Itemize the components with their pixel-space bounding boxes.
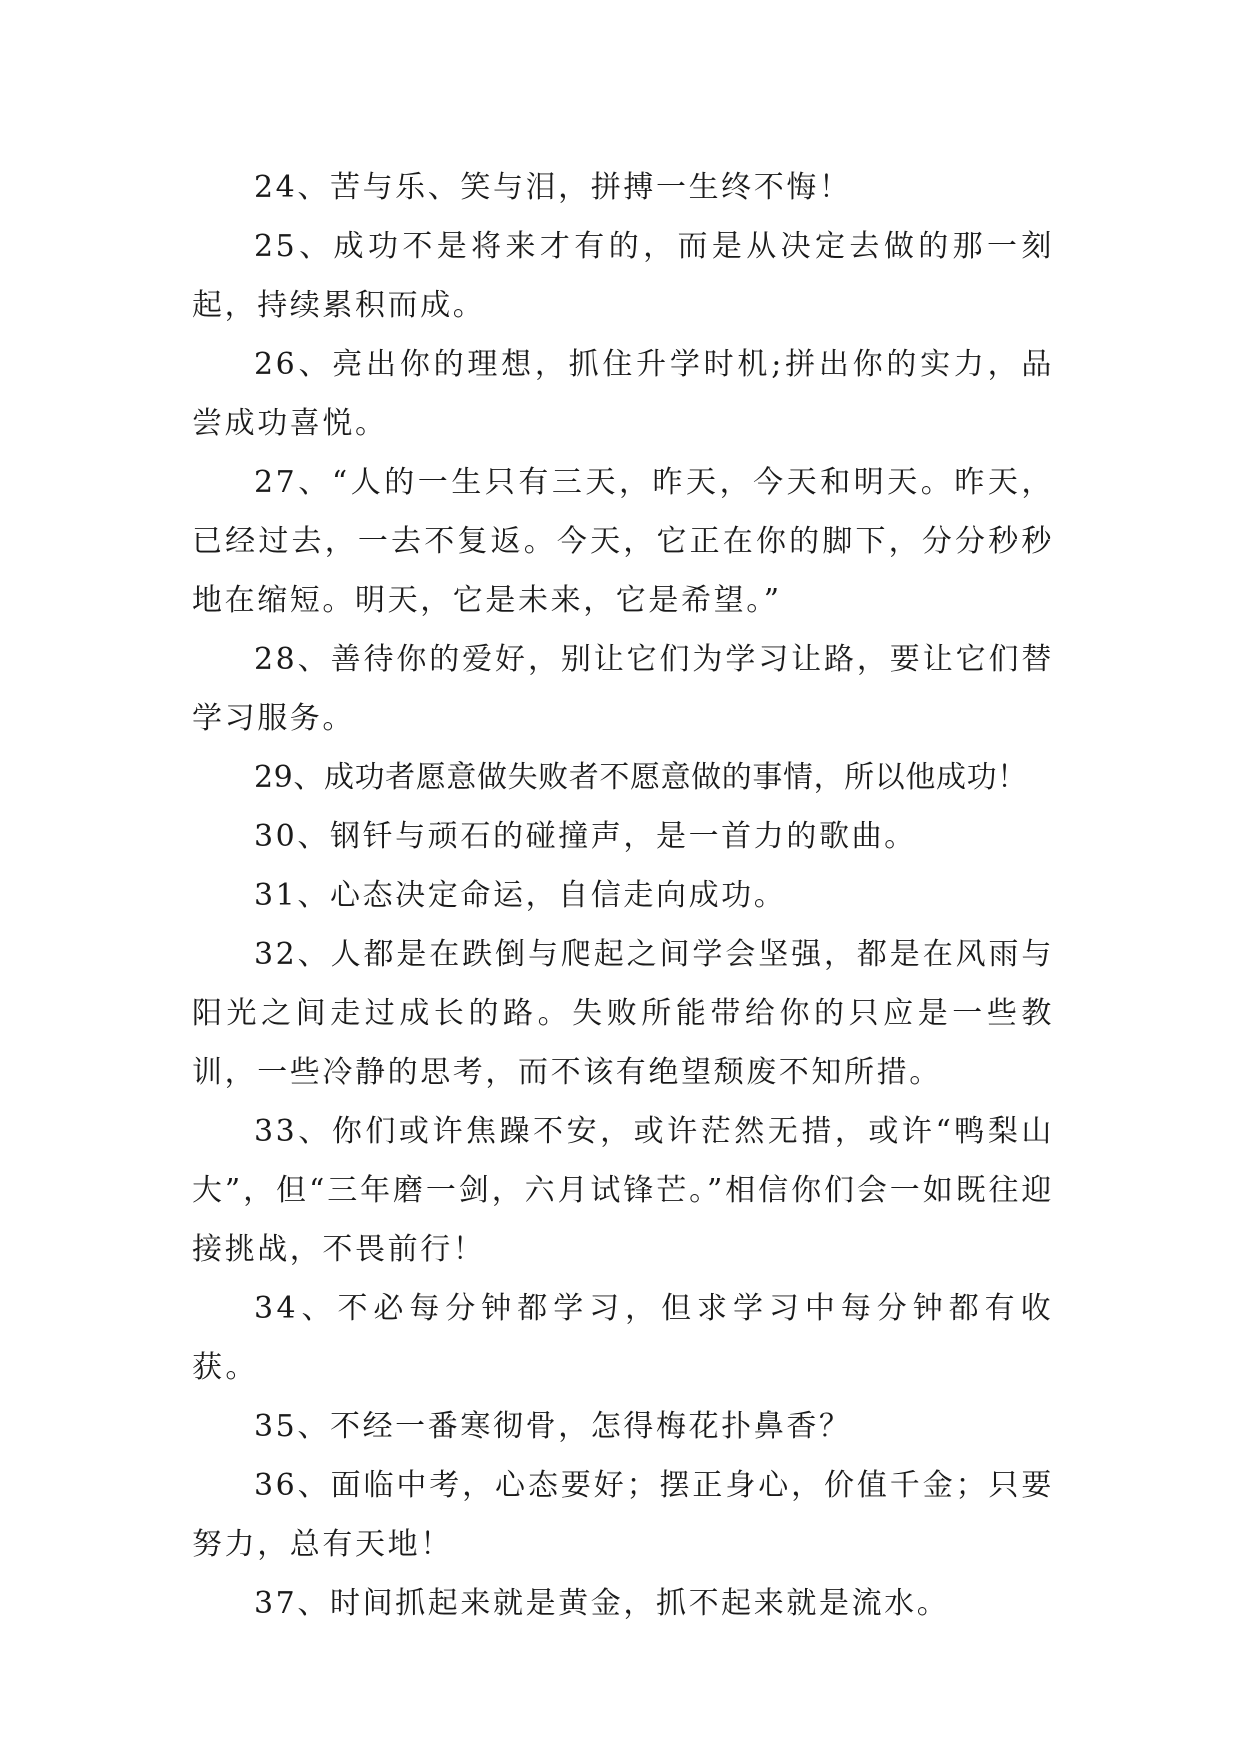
paragraph: 25、成功不是将来才有的，而是从决定去做的那一刻起，持续累积而成。 <box>192 229 1054 323</box>
paragraph: 29、成功者愿意做失败者不愿意做的事情，所以他成功！ <box>254 760 1028 795</box>
paragraph: 34、不必每分钟都学习，但求学习中每分钟都有收获。 <box>192 1291 1054 1385</box>
paragraph: 35、不经一番寒彻骨，怎得梅花扑鼻香？ <box>254 1409 852 1444</box>
paragraph: 33、你们或许焦躁不安，或许茫然无措，或许“鸭梨山大”，但“三年磨一剑，六月试锋芒。”相信你们会一如既往迎接挑战，不畏前行！ <box>192 1114 1054 1267</box>
paragraph: 36、面临中考，心态要好；摆正身心，价值千金；只要努力，总有天地！ <box>192 1468 1054 1562</box>
paragraph: 24、苦与乐、笑与泪，拼搏一生终不悔！ <box>254 170 852 205</box>
document-body <box>192 158 1054 1633</box>
paragraph: 37、时间抓起来就是黄金，抓不起来就是流水。 <box>254 1586 950 1621</box>
paragraph: 27、“人的一生只有三天，昨天，今天和明天。昨天，已经过去，一去不复返。今天，它正在你的脚下，分分秒秒地在缩短。明天，它是未来，它是希望。” <box>192 465 1054 618</box>
paragraph: 28、善待你的爱好，别让它们为学习让路，要让它们替学习服务。 <box>192 642 1054 736</box>
paragraph: 32、人都是在跌倒与爬起之间学会坚强，都是在风雨与阳光之间走过成长的路。失败所能带给你的只应是一些教训，一些冷静的思考，而不该有绝望颓废不知所措。 <box>192 937 1054 1090</box>
paragraph: 30、钢钎与顽石的碰撞声，是一首力的歌曲。 <box>254 819 917 854</box>
paragraph: 31、心态决定命运，自信走向成功。 <box>254 878 787 913</box>
paragraph: 26、亮出你的理想，抓住升学时机;拼出你的实力，品尝成功喜悦。 <box>192 347 1054 441</box>
